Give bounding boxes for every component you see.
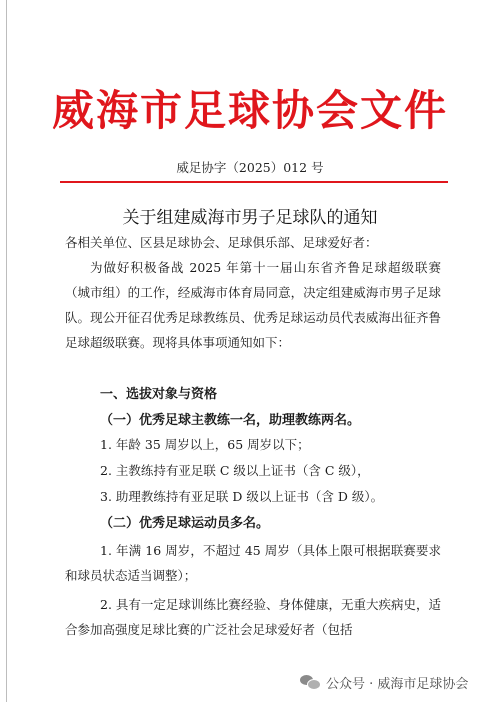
document-number: 威足协字（2025）012 号 [176,160,324,175]
player-requirement-1: 1. 年满 16 周岁，不超过 45 周岁（具体上限可根据联赛要求和球员状态适当调整）； [65,543,441,583]
wechat-icon [300,674,320,690]
red-divider-line [60,181,448,183]
subsection-heading-players: （二）优秀足球运动员多名。 [100,516,270,531]
subsection-heading-coaches: （一）优秀足球主教练一名，助理教练两名。 [100,413,361,428]
coach-requirement-3: 3. 助理教练持有亚足联 D 级以上证书（含 D 级）。 [100,489,384,504]
coach-requirement-1: 1. 年龄 35 周岁以上，65 周岁以下； [100,437,310,452]
coach-requirement-2: 2. 主教练持有亚足联 C 级以上证书（含 C 级）， [100,463,370,478]
notice-title: 关于组建威海市男子足球队的通知 [122,208,378,228]
intro-paragraph: 为做好积极备战 2025 年第十一届山东省齐鲁足球超级联赛（城市组）的工作，经威海市体育局同意，决定组建威海市男子足球队。现公开征召优秀足球教练员、优秀足球运动员代表威海出征齐鲁足球超级联赛。现将具体事项通知如下： [65,260,441,350]
section-heading: 一、选拔对象与资格 [100,387,218,402]
source-label: 公众号 · 威海市足球协会 [326,676,469,692]
addressee: 各相关单位、区县足球协会、足球俱乐部、足球爱好者： [65,235,378,250]
player-requirement-2: 2. 具有一定足球训练比赛经验、身体健康，无重大疾病史，适合参加高强度足球比赛的广泛社会足球爱好者（包括 [65,597,441,637]
masthead-title: 威海市足球协会文件 [51,86,448,135]
source-watermark[interactable] [300,670,490,694]
